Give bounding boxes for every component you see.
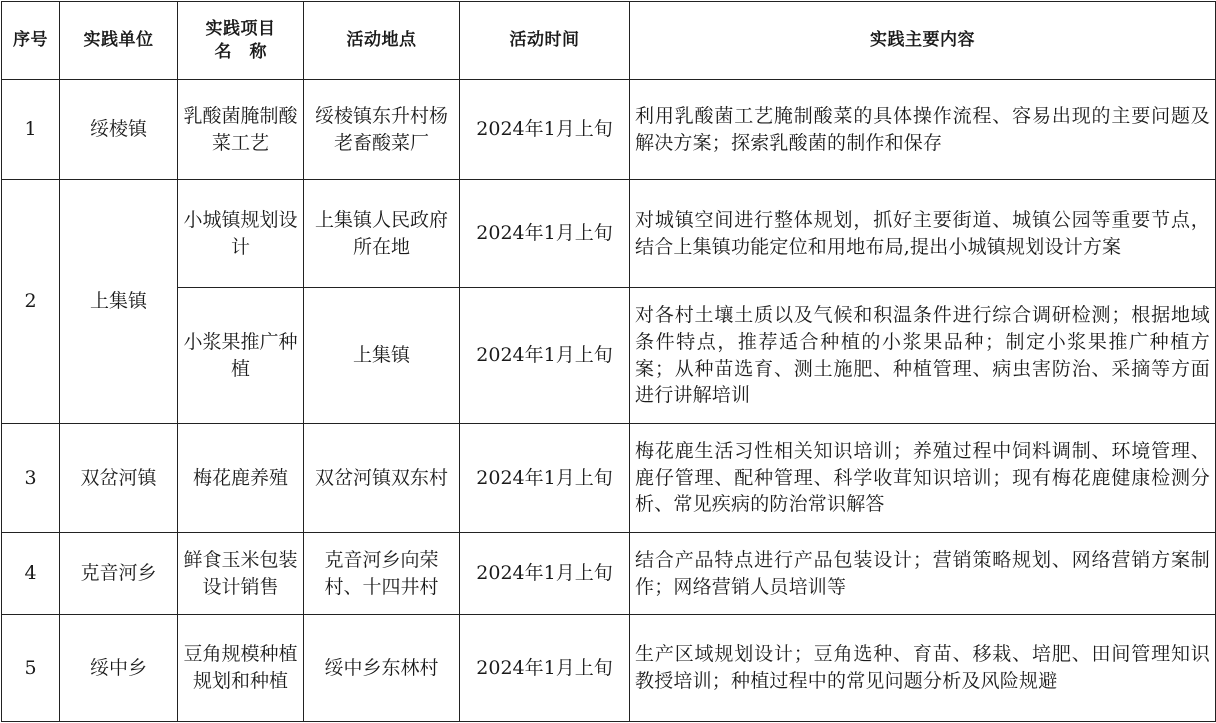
- row-content: 结合产品特点进行产品包装设计；营销策略规划、网络营销方案制作；网络营销人员培训等: [630, 533, 1216, 615]
- table-row: [2, 615, 1216, 722]
- row-content: 梅花鹿生活习性相关知识培训；养殖过程中饲料调制、环境管理、鹿仔管理、配种管理、科学收茸知识培训；现有梅花鹿健康检测分析、常见疾病的防治常识解答: [630, 424, 1216, 533]
- row-project: 乳酸菌腌制酸菜工艺: [178, 80, 304, 180]
- row-content: 利用乳酸菌工艺腌制酸菜的具体操作流程、容易出现的主要问题及解决方案；探索乳酸菌的制作和保存: [630, 80, 1216, 180]
- row-seq: 2: [2, 180, 60, 424]
- row-location: 上集镇: [304, 288, 460, 424]
- header-content: 实践主要内容: [630, 2, 1216, 80]
- row-time: 2024年1月上旬: [460, 180, 630, 288]
- row-content: 生产区域规划设计；豆角选种、育苗、移栽、培肥、田间管理知识教授培训；种植过程中的常见问题分析及风险规避: [630, 615, 1216, 722]
- header-time: 活动时间: [460, 2, 630, 80]
- row-project: 豆角规模种植规划和种植: [178, 615, 304, 722]
- table-row: [2, 80, 1216, 180]
- table-row: [2, 424, 1216, 533]
- row-unit: 上集镇: [60, 180, 178, 424]
- row-time: 2024年1月上旬: [460, 424, 630, 533]
- header-row: [2, 2, 1216, 80]
- row-location: 上集镇人民政府所在地: [304, 180, 460, 288]
- row-content: 对城镇空间进行整体规划，抓好主要街道、城镇公园等重要节点，结合上集镇功能定位和用地布局,提出小城镇规划设计方案: [630, 180, 1216, 288]
- row-content: 对各村土壤土质以及气候和积温条件进行综合调研检测；根据地域条件特点，推荐适合种植的小浆果品种；制定小浆果推广种植方案；从种苗选育、测土施肥、种植管理、病虫害防治、采摘等方面进行讲解培训: [630, 288, 1216, 424]
- header-unit: 实践单位: [60, 2, 178, 80]
- row-time: 2024年1月上旬: [460, 615, 630, 722]
- practice-schedule-table: [1, 1, 1216, 722]
- row-time: 2024年1月上旬: [460, 288, 630, 424]
- row-unit: 绥棱镇: [60, 80, 178, 180]
- row-seq: 3: [2, 424, 60, 533]
- header-seq: 序号: [2, 2, 60, 80]
- row-project: 梅花鹿养殖: [178, 424, 304, 533]
- row-location: 克音河乡向荣村、十四井村: [304, 533, 460, 615]
- header-location: 活动地点: [304, 2, 460, 80]
- row-unit: 绥中乡: [60, 615, 178, 722]
- header-project: [178, 2, 304, 80]
- row-unit: 克音河乡: [60, 533, 178, 615]
- row-seq: 4: [2, 533, 60, 615]
- row-project: 鲜食玉米包装设计销售: [178, 533, 304, 615]
- row-time: 2024年1月上旬: [460, 80, 630, 180]
- row-unit: 双岔河镇: [60, 424, 178, 533]
- table-row: [2, 180, 1216, 288]
- table-row: [2, 533, 1216, 615]
- row-project: 小城镇规划设计: [178, 180, 304, 288]
- row-project: 小浆果推广种植: [178, 288, 304, 424]
- row-location: 绥棱镇东升村杨老畜酸菜厂: [304, 80, 460, 180]
- row-seq: 1: [2, 80, 60, 180]
- table-row: [2, 288, 1216, 424]
- row-location: 绥中乡东林村: [304, 615, 460, 722]
- row-location: 双岔河镇双东村: [304, 424, 460, 533]
- row-seq: 5: [2, 615, 60, 722]
- header-project-line2: 名称: [214, 41, 285, 62]
- row-time: 2024年1月上旬: [460, 533, 630, 615]
- header-project-line1: 实践项目: [205, 18, 276, 39]
